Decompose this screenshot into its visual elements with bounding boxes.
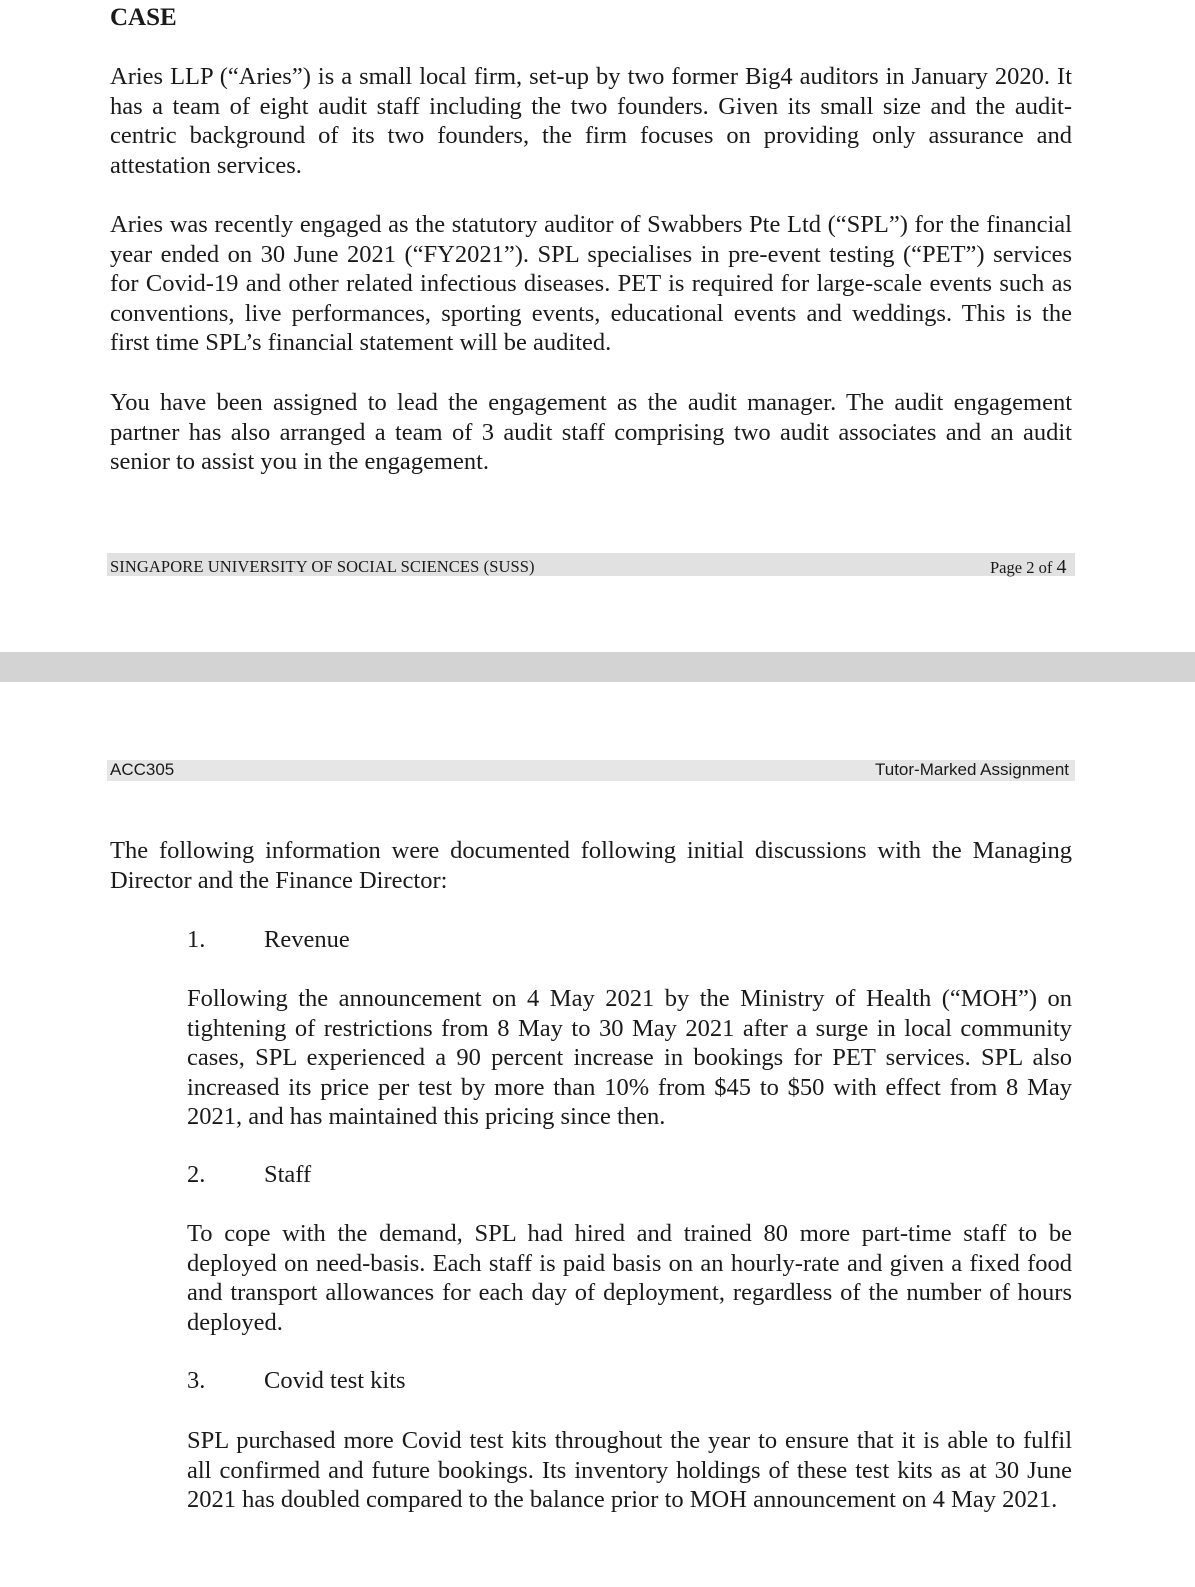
item-number: 1. bbox=[187, 926, 206, 953]
item-text-covid-test-kits: SPL purchased more Covid test kits throughout the year to ensure that it is able to fulfil all confirmed and future bookings. Its inventory holdings of these test kits as at 30 June 2021 has doubled compared to the balance prior to MOH announcement on 4 May 2021. bbox=[187, 1427, 1072, 1513]
footer-page-prefix: Page 2 of bbox=[990, 558, 1057, 577]
case-paragraph-spl: Aries was recently engaged as the statutory auditor of Swabbers Pte Ltd (“SPL”) for the financial year ended on 30 June 2021 (“FY2021”). SPL specialises in pre-event testing (“PET”) services for Covid-19 and other related infectious diseases. PET is required for large-scale events such as conventions, live performances, sporting events, educational events and weddings. This is the first time SPL’s financial statement will be audited. bbox=[110, 211, 1072, 356]
footer-page-total: 4 bbox=[1056, 556, 1067, 578]
item-title-staff: Staff bbox=[264, 1161, 312, 1188]
information-intro: The following information were documented following initial discussions with the Managing Director and the Finance Director: bbox=[110, 837, 1072, 894]
header-course-code: ACC305 bbox=[110, 760, 175, 779]
item-title-covid-test-kits: Covid test kits bbox=[264, 1367, 406, 1394]
case-paragraph-aries: Aries LLP (“Aries”) is a small local firm, set-up by two former Big4 auditors in January 2020. It has a team of eight audit staff including the two founders. Given its small size and the audit-centric background of its two founders, the firm focuses on providing only assurance and attestation services. bbox=[110, 63, 1072, 179]
header-doc-type: Tutor-Marked Assignment bbox=[875, 760, 1069, 779]
item-text-staff: To cope with the demand, SPL had hired and trained 80 more part-time staff to be deployed on need-basis. Each staff is paid basis on an hourly-rate and given a fixed food and transport allowances for each day of deployment, regardless of the number of hours deployed. bbox=[187, 1220, 1072, 1336]
case-paragraph-assignment: You have been assigned to lead the engagement as the audit manager. The audit engagement partner has also arranged a team of 3 audit staff comprising two audit associates and an audit senior to assist you in the engagement. bbox=[110, 389, 1072, 475]
item-text-revenue: Following the announcement on 4 May 2021 by the Ministry of Health (“MOH”) on tightening of restrictions from 8 May to 30 May 2021 after a surge in local community cases, SPL experienced a 90 percent increase in bookings for PET services. SPL also increased its price per test by more than 10% from $45 to $50 with effect from 8 May 2021, and has maintained this pricing since then. bbox=[187, 985, 1072, 1130]
item-number: 3. bbox=[187, 1367, 206, 1394]
page-separator bbox=[0, 652, 1195, 682]
item-number: 2. bbox=[187, 1161, 206, 1188]
case-heading: CASE bbox=[110, 4, 177, 31]
footer-page-number bbox=[990, 556, 1066, 579]
item-title-revenue: Revenue bbox=[264, 926, 350, 953]
footer-institution: SINGAPORE UNIVERSITY OF SOCIAL SCIENCES (SUSS) bbox=[110, 557, 535, 576]
